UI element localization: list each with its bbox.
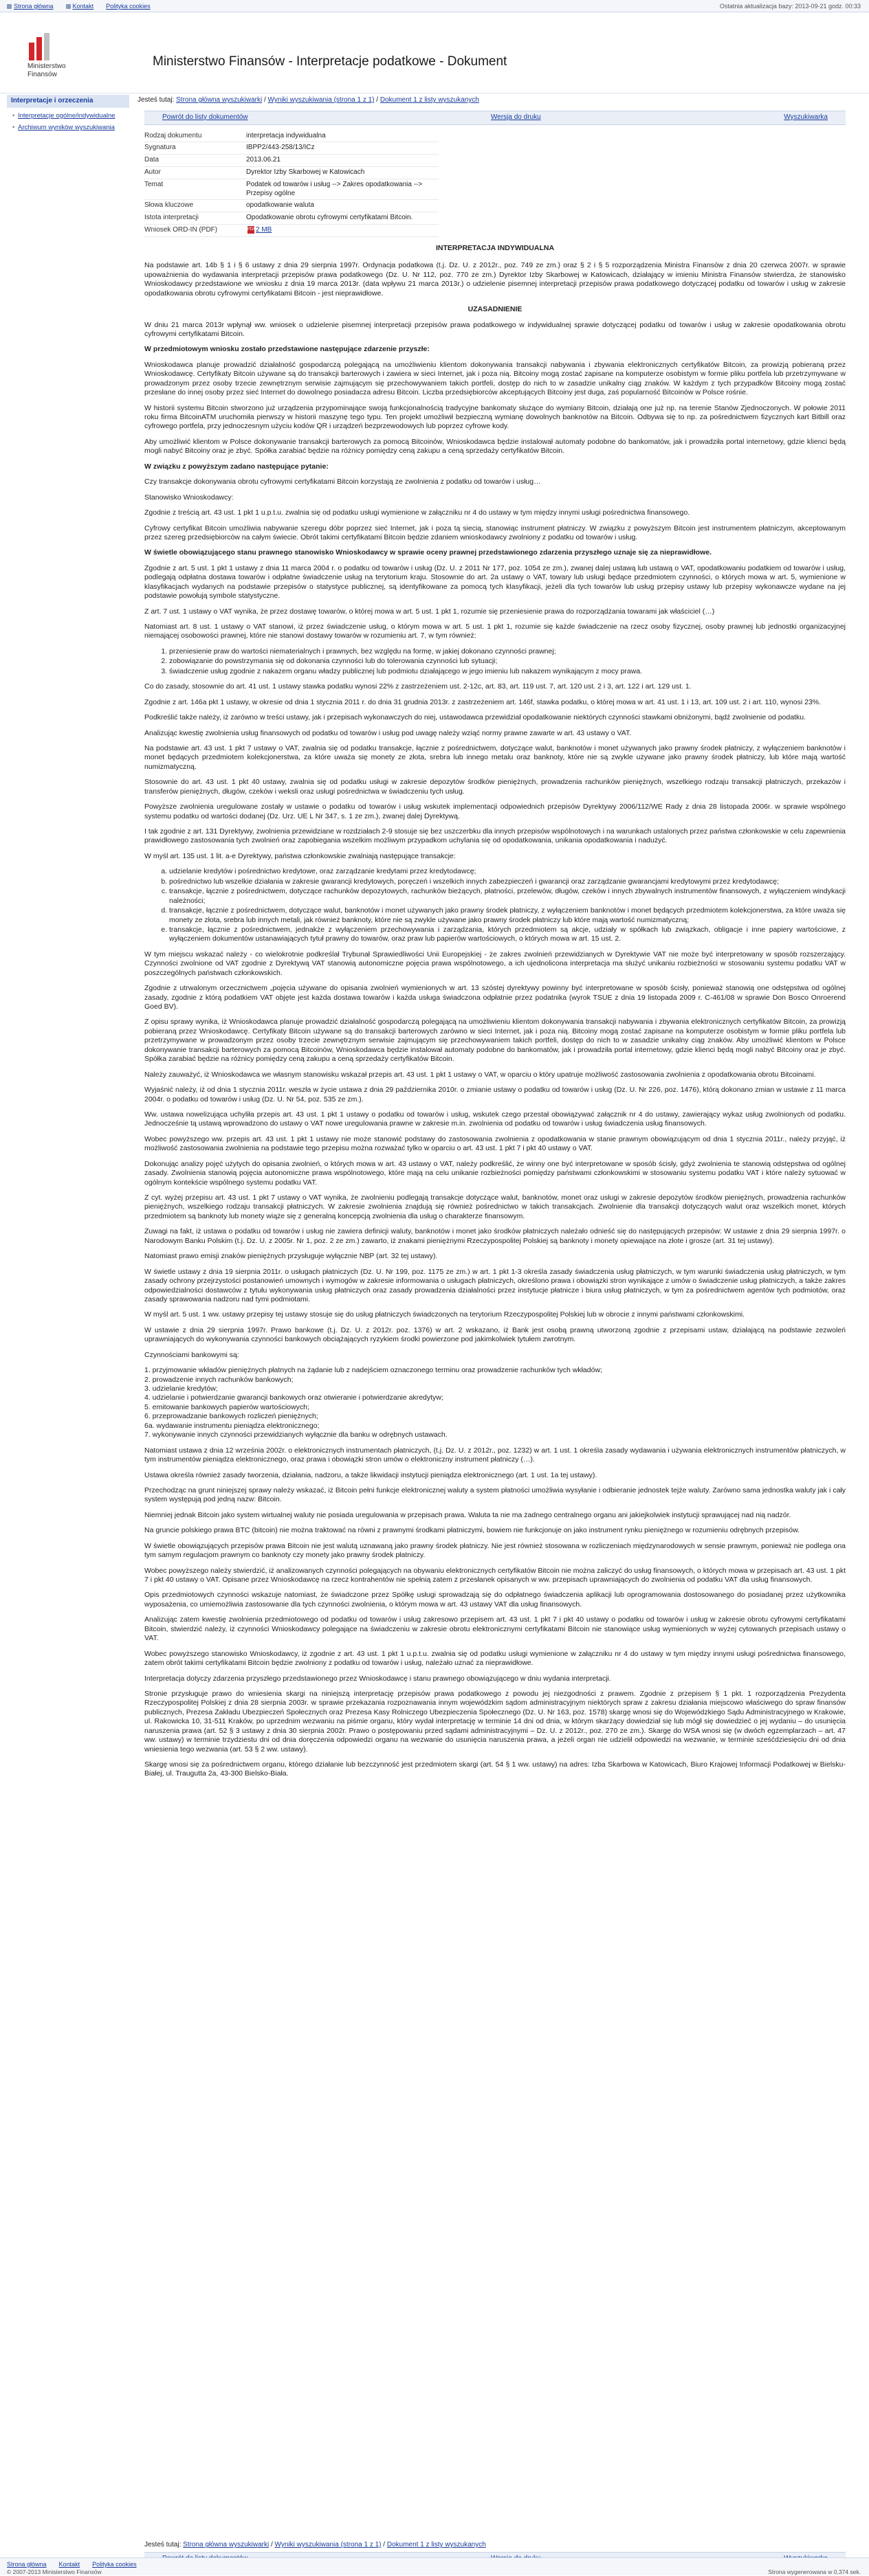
logo-text: Ministerstwo Finansów xyxy=(28,63,66,78)
generation-time: Strona wygenerowana w 0,374 sek. xyxy=(768,2568,861,2575)
main-content xyxy=(138,95,852,1785)
footer-link-contact[interactable]: Kontakt xyxy=(58,2561,80,2568)
section-heading: W związku z powyższym zadano następujące pytanie: xyxy=(144,462,329,471)
breadcrumb-home[interactable]: Strona główna wyszukiwarki xyxy=(176,96,263,104)
paragraph: Na podstawie art. 14b § 1 i § 6 ustawy z dnia 29 sierpnia 1997r. Ordynacja podatkowa (t.j. Dz. U. z 2012r., poz. 749 ze zm.) oraz § 2 i § 5 rozporządzenia Ministra Finansów z dnia 20 czerwca 2007r. w sprawie upoważnienia do wydawania interpretacji przepisów prawa podatkowego (Dz. U. Nr 112, poz. 770 ze zm.) Dyrektor Izby Skarbowej w Katowicach, działający w imieniu Ministra Finansów stwierdza, że stanowisko Wnioskodawcy przedstawione we wniosku z dnia 19 marca 2013r. (data wpływu 21 marca 2013r.) o udzielenie pisemnej interpretacji przepisów prawa podatkowego dotyczącej podatku od towarów i usług w zakresie opodatkowania obrotu cyfrowymi certyfikatami Bitcoin - jest nieprawidłowe. xyxy=(144,261,846,298)
paragraph: Podkreślić także należy, iż zarówno w treści ustawy, jak i przepisach wykonawczych do niej, ustawodawca przewidział opodatkowanie niektórych czynności stawkami obniżonymi, bądź zwolnienie od podatku. xyxy=(144,713,806,722)
paragraph: Należy zauważyć, iż Wnioskodawca we własnym stanowisku wskazał przepis art. 43 ust. 1 pkt 1 ustawy o VAT, w oparciu o który upatruje możliwość zastosowania zwolnienia z opodatkowania obrotu Bitcoinami. xyxy=(144,1070,816,1079)
sidebar-heading[interactable]: Interpretacje i orzeczenia xyxy=(7,95,129,108)
breadcrumb-results[interactable]: Wyniki wyszukiwania (strona 1 z 1) xyxy=(267,96,375,104)
document-navbar-top xyxy=(144,111,846,125)
top-links xyxy=(7,3,151,11)
section-heading: Stanowisko Wnioskodawcy: xyxy=(144,493,234,502)
section-heading: Czynnościami bankowymi są: xyxy=(144,1350,239,1359)
list-item: 2. zobowiązanie do powstrzymania się od dokonania czynności lub do tolerowania czynności lub sytuacji; xyxy=(169,657,846,666)
paragraph: Zgodnie z art. 146a pkt 1 ustawy, w okresie od dnia 1 stycznia 2011 r. do dnia 31 grudnia 2013r. z zastrzeżeniem art. 146f, stawka podatku, o której mowa w art. 41 ust. 1 i 13, art. 109 ust. 2 i art. 110, wynosi 23%. xyxy=(144,697,822,706)
paragraph: Zgodnie z utrwalonym orzecznictwem „pojęcia używane do opisania zwolnień wymienionych w art. 13 szóstej dyrektywy powinny być interpretowane w sposób ścisły, ponieważ stanowią one odstępstwa od ogólnej zasady, zgodnie z którą podatkiem VAT objęte jest każda dostawa towarów i każda usługa świadczona odpłatnie przez podatnika (wyrok TSUE z dnia 19 listopada 2009 r. C-461/08 w sprawie Don Bosco Onroerend Goed BV). xyxy=(144,984,846,1011)
top-utility-bar xyxy=(0,0,869,12)
paragraph: Zuwagi na fakt, iż ustawa o podatku od towarów i usług nie zawiera definicji waluty, banknotów i monet jako środków płatniczych należało odnieść się do następujących przepisów: W ustawie z dnia 29 sierpnia 1997r. o Narodowym Banku Polskim (t.j. Dz. U. z 2005r. Nr 1, poz. 2 ze zm.) zawarto, iż znakami pieniężnymi Rzeczypospolitej Polskiej są banknoty i monety opiewające na złote i grosze (art. 31 tej ustawy). xyxy=(144,1227,846,1245)
back-to-list-link[interactable]: Powrót do listy dokumentów xyxy=(162,113,248,121)
list-item: e. transakcje, łącznie z pośrednictwem, jednakże z wyłączeniem przechowywania i zarządzania, których przedmiotem są akcje, udziały w spółkach lub związkach, obligacje i inne papiery wartościowe, z wyłączeniem dokumentów ustanawiających tytuł prawny do towarów, oraz praw lub papierów wartościowych, o których mowa w art. 15 ust. 2. xyxy=(169,926,846,944)
paragraph: W historii systemu Bitcoin stworzono już urządzenia przypominające swoją funkcjonalnością tradycyjne bankomaty służące do wymiany Bitcoin, działają one już np. na terenie Stanów Zjednoczonych. W połowie 2011 roku firma BitcoinATM uruchomiła pierwszy w historii maszynę tego typu. Ten projekt umożliwił bezpieczną wymianę dowolnych banknotów na Bitcoin. Odbywa się to np. za pośrednictwem fizycznych kart Bitbill oraz cyfrowego portfela, przy jednoczesnym użyciu kodów QR i urządzeń bezprzewodowych lub poprzez cyfrowe kody. xyxy=(144,403,846,431)
print-version-link[interactable]: Wersja do druku xyxy=(491,113,541,121)
section-heading: UZASADNIENIE xyxy=(468,305,522,314)
paragraph: Zgodnie z treścią art. 43 ust. 1 pkt 1 u.p.t.u. zwalnia się od podatku usługi wymienione w załączniku nr 4 do ustawy w tym między innymi usługi pośrednictwa finansowego. xyxy=(144,508,690,517)
paragraph: Wobec powyższego stanowisko Wnioskodawcy, iż zgodnie z art. 43 ust. 1 pkt 1 u.p.t.u. zwalnia się od podatku usługi wymienione w załączniku nr 4 do ustawy w tym między innymi usługi pośrednictwa finansowego, zatem obrót takimi certyfikatami Bitcoin będzie zwolniony z podatku od towarów i usług, należało uznać za nieprawidłowe. xyxy=(144,1649,846,1668)
paragraph: I tak zgodnie z art. 131 Dyrektywy, zwolnienia przewidziane w rozdziałach 2-9 stosuje się bez uszczerbku dla innych przepisów wspólnotowych i na warunkach ustalonych przez państwa członkowskie w celu zapewnienia prawidłowego zastosowania tych zwolnień oraz zapobiegania wszelkim możliwym przypadkom uchylania się od opodatkowania, unikania opodatkowania i nadużyć. xyxy=(144,827,846,845)
paragraph: Zgodnie z art. 5 ust. 1 pkt 1 ustawy z dnia 11 marca 2004 r. o podatku od towarów i usług (Dz. U. z 2011 Nr 177, poz. 1054 ze zm.), zwanej dalej ustawą lub ustawą o VAT, opodatkowaniu podatkiem od towarów i usług, podlegają odpłatna dostawa towarów i odpłatne świadczenie usług na terytorium kraju. Stosownie do art. 2a ustawy o VAT, towary lub usługi będące przedmiotem czynności, o których mowa w art. 5, wymienione w klasyfikacjach wydanych na podstawie przepisów o statystyce publicznej, są identyfikowane za pomocą tych klasyfikacji, jeżeli dla tych towarów lub usług przepisy ustawy lub przepisy wykonawcze wydane na jej podstawie powołują symbole statystyczne. xyxy=(144,563,846,601)
paragraph: Z cyt. wyżej przepisu art. 43 ust. 1 pkt 7 ustawy o VAT wynika, że zwolnieniu podlegają transakcje dotyczące walut, banknotów, monet oraz usługi w zakresie depozytów środków pieniężnych, prowadzenia rachunków pieniężnych, wszelkiego rodzaju transakcji płatniczych. W zakresie zwolnienia znajdują się również pośrednictwo w takich transakcjach. Zwolnienie dla transakcji dotyczących walut oraz wszelkich monet, których przedmiotem są banknoty lub monety wiąże się z generalną koncepcją zwolnienia dla usług o charakterze finansowym. xyxy=(144,1194,846,1220)
paragraph: Natomiast prawo emisji znaków pieniężnych przysługuje wyłącznie NBP (art. 32 tej ustawy). xyxy=(144,1252,438,1261)
sidebar xyxy=(7,95,129,136)
paragraph: W tym miejscu wskazać należy - co wielokrotnie podkreślał Trybunał Sprawiedliwości Unii Europejskiej - że zakres zwolnień przewidzianych w Dyrektywie VAT nie może być interpretowany w sposób rozszerzający. Czynności zwolnione od VAT zgodnie z Dyrektywą VAT stanowią autonomiczne pojęcia prawa wspólnotowego, a ich ujednolicona interpretacja ma służyć unikaniu rozbieżności w stosowaniu systemu podatku VAT w poszczególnych państwach członkowskich. xyxy=(144,950,846,977)
breadcrumb-home[interactable]: Strona główna wyszukiwarki xyxy=(183,2541,270,2549)
meta-row: Data 2013.06.21 xyxy=(144,155,439,167)
top-link-cookies[interactable]: Polityka cookies xyxy=(106,3,151,10)
paragraph: Niemniej jednak Bitcoin jako system wirtualnej waluty nie posiada uregulowania w przepisach prawa. Waluta ta nie ma żadnego centralnego organu ani jakiejkolwiek instytucji sprawującej nad nią nadzór. xyxy=(144,1510,791,1519)
list-item: d. transakcje, łącznie z pośrednictwem, dotyczące walut, banknotów i monet używanych jako prawny środek płatniczy, z wyłączeniem banknotów i monet będących przedmiotem kolekcjonerstwa, za które uważa się monety ze złota, srebra lub innych metali, jak również banknoty, które nie są zwykle używane jako prawny środek płatniczy lub które mają wartość numizmatyczną; xyxy=(169,906,846,925)
site-footer xyxy=(0,2557,869,2575)
site-title: Ministerstwo Finansów - Interpretacje podatkowe - Dokument xyxy=(153,54,507,69)
footer-link-cookies[interactable]: Polityka cookies xyxy=(92,2561,137,2568)
paragraph: Wyjaśnić należy, iż od dnia 1 stycznia 2011r. weszła w życie ustawa z dnia 29 października 2010r. o zmianie ustawy o podatku od towarów i usług (Dz. U. Nr 226, poz. 1476), którą dokonano zmian w ustawie z 11 marca 2004r. o podatku od towarów i usług (Dz. U. Nr 54, poz. 535 ze zm.). xyxy=(144,1086,846,1104)
paragraph: Skargę wnosi się za pośrednictwem organu, którego działanie lub bezczynność jest przedmiotem skargi (art. 54 § 1 ww. ustawy) na adres: Izba Skarbowa w Katowicach, Biuro Krajowej Informacji Podatkowej w Bielsku-Białej, ul. Traugutta 2a, 43-300 Bielsko-Biała. xyxy=(144,1760,846,1778)
last-update: Ostatnia aktualizacja bazy: 2013-09-21 godz. 00:33 xyxy=(719,3,861,10)
footer-links xyxy=(7,2561,137,2569)
paragraph: Ww. ustawa nowelizująca uchyliła przepis art. 43 ust. 1 pkt 1 ustawy o podatku od towarów i usług, wskutek czego przestał obowiązywać załącznik nr 4 do ustawy, zawierający wykaz usług zwolnionych od podatku. Jednocześnie tą ustawą wprowadzono do ustawy o VAT nowe uregulowania prawne w zakresie m.in. zwolnienia od podatku od towarów i usług świadczenia usług finansowych. xyxy=(144,1110,846,1128)
ministry-logo[interactable] xyxy=(28,33,82,78)
mail-icon xyxy=(66,4,71,9)
footer-link-home[interactable]: Strona główna xyxy=(7,2561,47,2568)
paragraph: Analizując kwestię zwolnienia usług finansowych od podatku od towarów i usług pod uwagę należy wziąć normy prawne zawarte w art. 43 ustawy o VAT. xyxy=(144,728,632,737)
list-item: 4. udzielanie i potwierdzanie gwarancji bankowych oraz otwieranie i potwierdzanie akredytyw; xyxy=(144,1393,443,1402)
paragraph: W dniu 21 marca 2013r wpłynął ww. wniosek o udzielenie pisemnej interpretacji przepisów prawa podatkowego w indywidualnej sprawie dotyczącej podatku od towarów i usług w zakresie opodatkowania obrotu cyfrowymi certyfikatami Bitcoin. xyxy=(144,320,846,338)
paragraph: Z opisu sprawy wynika, iż Wnioskodawca planuje prowadzić działalność gospodarczą polegającą na umożliwieniu klientom dokonywania transakcji nabywania i zbywania elektronicznych certyfikatów Bitcoin, za prowizją pobieraną przez Wnioskodawcę. Certyfikaty Bitcoin używane są do transakcji barterowych zarówno w sieci Internet, jak i poza nią. Bitcoiny mogą zostać zapisane na komputerze osobistym w formie pliku portfela lub przetrzymywane w prowadzonym przez osoby trzecie zewnętrznym serwisie zajmującym się przechowywaniem takich portfeli, dostęp do nich to w zasadzie unikalny ciąg znaków. Aby umożliwić klientom w Polsce dokonywanie transakcji barterowych za pomocą Bitcoinów, Wnioskodawca będzie instalował automaty podobne do bankomatów, jak i prowadziła portal internetowy, gdzie klienci będą mogli nabyć Bitcoiny oraz je zbyć. Spółka zarabiać będzie na różnicy pomiędzy ceną zakupu a ceną sprzedaży certyfikatów Bitcoin. xyxy=(144,1018,846,1064)
breadcrumb-document[interactable]: Dokument 1 z listy wyszukanych xyxy=(380,96,479,104)
list-item: 1. przeniesienie praw do wartości niematerialnych i prawnych, bez względu na formę, w jakiej dokonano czynności prawnej; xyxy=(169,647,846,656)
section-heading: W przedmiotowym wniosku zostało przedstawione następujące zdarzenie przyszłe: xyxy=(144,345,430,354)
document-title: INTERPRETACJA INDYWIDUALNA xyxy=(435,243,555,252)
breadcrumb-bottom: Jesteś tutaj: Strona główna wyszukiwarki / Wyniki wyszukiwania (strona 1 z 1) / Dokument 1 z listy wyszukanych xyxy=(144,2541,486,2549)
paragraph: W myśl art. 135 ust. 1 lit. a-e Dyrektywy, państwa członkowskie zwalniają następujące transakcje: xyxy=(144,851,456,860)
paragraph: Ustawa określa również zasady tworzenia, działania, nadzoru, a także likwidacji instytucji pieniądza elektronicznego (art. 1 ust. 1a tej ustawy). xyxy=(144,1470,597,1479)
paragraph: Dokonując analizy pojęć użytych do opisania zwolnień, o których mowa w art. 43 ustawy o VAT, należy podkreślić, że winny one być interpretowane w sposób ścisły, gdyż zwolnienia te stanowią odstępstwa od ogólnej zasady. Zwolnienia stanowią pojęcia autonomiczne prawa wspólnotowego, które mają na celu unikanie rozbieżności pomiędzy państwami członkowskimi w stosowaniu systemu podatku VAT i które należy sytuować w ogólnym kontekście wspólnego systemu podatku VAT. xyxy=(144,1159,846,1187)
paragraph: Wobec powyższego należy stwierdzić, iż analizowanych czynności polegających na obywaniu elektronicznych certyfikatów Bitcoin nie można zaliczyć do usług finansowych, o których mowa w przepisach art. 43 ust. 1 pkt 7 i pkt 40 ustawy o VAT. Opisane przez Wnioskodawcę na rzecz kontrahentów nie spełnią zatem z przesłanek opisanych w ww. przepisach uprawniających do zwolnienia od podatku VAT dla usług finansowych. xyxy=(144,1566,846,1584)
list-item: 1. przyjmowanie wkładów pieniężnych płatnych na żądanie lub z nadejściem oznaczonego terminu oraz prowadzenie rachunków tych wkładów; xyxy=(144,1366,602,1375)
paragraph: Stosownie do art. 43 ust. 1 pkt 40 ustawy, zwalnia się od podatku usługi w zakresie depozytów środków pieniężnych, prowadzenia rachunków pieniężnych, wszelkiego rodzaju transakcji płatniczych, przekazów i transferów pieniężnych, długów, czeków i weksli oraz usługi pośrednictwa w świadczeniu tych usług. xyxy=(144,778,846,796)
paragraph: W myśl art. 5 ust. 1 ww. ustawy przepisy tej ustawy stosuje się do usług płatniczych świadczonych na terytorium Rzeczypospolitej Polskiej lub w obrocie z innymi państwami członkowskimi. xyxy=(144,1310,745,1319)
paragraph: Na podstawie art. 43 ust. 1 pkt 7 ustawy o VAT, zwalnia się od podatku transakcje, łącznie z pośrednictwem, dotyczące walut, banknotów i monet używanych jako prawny środek płatniczy, z wyłączeniem banknotów i monet będących przedmiotem kolekcjonerstwa, za które uważa się monety ze złota, srebra lub innego metalu oraz banknoty, które nie są zwykle używane jako prawny środek płatniczy, lub które mają wartość numizmatyczną. xyxy=(144,743,846,771)
paragraph: Opis przedmiotowych czynności wskazuje natomiast, że świadczone przez Spółkę usługi sprowadzają się do odpłatnego świadczenia aplikacji lub oprogramowania dostosowanego do posiadanej przez użytkownika wyposażenia, co umiemożliwia zastosowanie dla tych czynności zwolnienia, o którym mowa w art. 43 ustawy VAT dla usług finansowych. xyxy=(144,1591,846,1609)
breadcrumb-results[interactable]: Wyniki wyszukiwania (strona 1 z 1) xyxy=(274,2541,382,2549)
document-metadata xyxy=(144,131,439,237)
paragraph: Na gruncie polskiego prawa BTC (bitcoin) nie można traktować na równi z prawnymi środkami płatniczymi, bowiem nie funkcjonuje on jako instrument rynku pieniężnego w rozumieniu odrębnych przepisów. xyxy=(144,1526,800,1535)
sidebar-menu xyxy=(7,108,129,132)
paragraph: Interpretacja dotyczy zdarzenia przyszłego przedstawionego przez Wnioskodawcę i stanu prawnego obowiązującego w dniu wydania interpretacji. xyxy=(144,1674,611,1683)
section-heading: W świetle obowiązującego stanu prawnego stanowisko Wnioskodawcy w sprawie oceny prawnej przedstawionego zdarzenia przyszłego uznaje się za nieprawidłowe. xyxy=(144,548,712,557)
top-link-contact[interactable]: Kontakt xyxy=(66,3,94,11)
list-item: 6a. wydawanie instrumentu pieniądza elektronicznego; xyxy=(144,1421,320,1430)
paragraph: Analizując zatem kwestię zwolnienia przedmiotowego od podatku od towarów i usług zakresowo przepisem art. 43 ust. 1 pkt 7 i pkt 40 ustawy o podatku od towarów i usług w zakresie obrotu cyfrowymi certyfikatami Bitcoin, stwierdzić należy, iż czynności Wnioskodawcy polegające na świadczeniu w zakresie obrotu elektronicznymi certyfikatami Bitcoin nie stanowiące usług wymienionych w wyżej cytowanych przepisach ustawy o VAT. xyxy=(144,1615,846,1643)
list-item: 7. wykonywanie innych czynności przewidzianych wyłącznie dla banku w odrębnych ustawach. xyxy=(144,1431,448,1440)
paragraph: Co do zasady, stosownie do art. 41 ust. 1 ustawy stawka podatku wynosi 22% z zastrzeżeniem ust. 2-12c, art. 83, art. 119 ust. 7, art. 120 ust. 2 i 3, art. 122 i art. 129 ust. 1. xyxy=(144,682,692,691)
paragraph: Przechodząc na grunt niniejszej sprawy należy wskazać, iż Bitcoin pełni funkcje elektronicznej waluty a system płatności umożliwia wysyłanie i odbieranie jednostek tejże waluty. Zarówno sama jednostka waluty jak i cały system występują pod jedną nazw: Bitcoin. xyxy=(144,1486,846,1504)
list-item: 6. przeprowadzanie bankowych rozliczeń pieniężnych; xyxy=(144,1412,318,1421)
paragraph: W świetle ustawy z dnia 19 sierpnia 2011r. o usługach płatniczych (Dz. U. Nr 199, poz. 1175 ze zm.) w art. 1 pkt 1-3 określa zasady świadczenia usług płatniczych, w tym warunki świadczenia usług płatniczych, w tym zasady ochrony przejrzystości postanowień umownych i wymogów w zakresie informowania o usługach płatniczych, określono prawa i obowiązki stron wynikające z umów o świadczenie usług płatniczych, a także zakres odpowiedzialności dostawców z tytułu wykonywania usług płatniczych oraz zasady prowadzenia działalności przez instytucje płatnicze i biura usług płatniczych, w tym za pośrednictwem agentów tych podmiotów, oraz zasady sprawowania nadzoru nad tymi podmiotami. xyxy=(144,1267,846,1303)
meta-row: Istota interpretacji Opodatkowanie obrotu cyfrowymi certyfikatami Bitcoin. xyxy=(144,212,439,225)
document-body xyxy=(144,244,846,1779)
meta-row: Sygnatura IBPP2/443-258/13/ICz xyxy=(144,142,439,155)
list-item: 2. prowadzenie innych rachunków bankowych; xyxy=(144,1375,294,1384)
list-item: a. udzielanie kredytów i pośrednictwo kredytowe, oraz zarządzanie kredytami przez kredytodawcę; xyxy=(169,867,846,876)
top-link-home[interactable]: Strona główna xyxy=(7,3,54,11)
list-item: 3. udzielanie kredytów; xyxy=(144,1385,218,1393)
meta-row-pdf: Wniosek ORD-IN (PDF) PDF2 MB xyxy=(144,224,439,236)
lettered-list xyxy=(169,867,846,944)
paragraph: Natomiast art. 8 ust. 1 ustawy o VAT stanowi, iż przez świadczenie usług, o którym mowa w art. 5 ust. 1 pkt 1, rozumie się każde świadczenie na rzecz osoby fizycznej, osoby prawnej lub jednostki organizacyjnej niemającej osobowości prawnej, które nie stanowi dostawy towarów w rozumieniu art. 7, w tym również: xyxy=(144,623,846,640)
pdf-download-link[interactable]: 2 MB xyxy=(256,226,272,234)
breadcrumb-document[interactable]: Dokument 1 z listy wyszukanych xyxy=(386,2541,486,2549)
copyright: © 2007-2013 Ministerstwo Finansów xyxy=(7,2568,102,2575)
numbered-list xyxy=(169,647,846,676)
site-header xyxy=(0,12,869,93)
list-item: 5. emitowanie bankowych papierów wartościowych; xyxy=(144,1402,309,1411)
sidebar-item-archiwum[interactable]: • Archiwum wyników wyszukiwania xyxy=(12,124,129,131)
meta-row: Słowa kluczowe opodatkowanie waluta xyxy=(144,200,439,212)
paragraph: Stronie przysługuje prawo do wniesienia skargi na niniejszą interpretację przepisów prawa podatkowego z powodu jej niezgodności z prawem. Zgodnie z przepisem § 1 pkt. 1 rozporządzenia Prezydenta Rzeczypospolitej Polskiej z dnia 28 sierpnia 2003r. w sprawie przekazania rozpoznawania innym wojewódzkim sądom administracyjnym niektórych spraw z zakresu działania miejscowo właściwego do spraw finansów publicznych, Prezesa Zakładu Ubezpieczeń Społecznych oraz Prezesa Kasy Rolniczego Ubezpieczenia Społecznego (Dz. U. Nr 163, poz. 1578) skargę wnosi się do Wojewódzkiego Sądu Administracyjnego w Krakowie, ul. Rakowicka 10, 31-511 Kraków, po uprzednim wezwaniu na piśmie organu, który wydał interpretację w terminie 14 dni od dnia, w którym skarżący dowiedział się lub mógł się dowiedzieć o jej wydaniu – do usunięcia naruszenia prawa (art. 52 § 3 ustawy z dnia 30 sierpnia 2002r. Prawo o postępowaniu przed sądami administracyjnymi – Dz. U. z 2012r., poz. 270 ze zm.). Skargę do WSA wnosi się (w dwóch egzemplarzach – art. 47 ww. ustawy) w terminie trzydziestu dni od dnia doręczenia odpowiedzi organu na wezwanie do usunięcia naruszenia prawa, a jeżeli organ nie udzielił odpowiedzi na wezwanie, w terminie sześćdziesięciu dni od dnia wniesienia tego wezwania (art. 53 § 2 ww. ustawy). xyxy=(144,1689,846,1754)
paragraph: Cyfrowy certyfikat Bitcoin umożliwia nabywanie szeregu dóbr poprzez sieć Internet, jak i poza tą siecią, stanowiąc instrument płatniczy. W związku z powyższym Bitcoin jest instrumentem płatniczym, akceptowanym przez szereg przedsiębiorców na całym świecie. Obrót takimi certyfikatami Bitcoin będzie zdaniem wnioskodawcy zwolniony z podatku od towarów i usług. xyxy=(144,524,846,541)
paragraph: W ustawie z dnia 29 sierpnia 1997r. Prawo bankowe (t.j. Dz. U. z 2012r. poz. 1376) w art. 2 wskazano, iż Bank jest osobą prawną utworzoną zgodnie z przepisami ustaw, działającą na podstawie zezwoleń uprawniających do wykonywania czynności bankowych obciążających ryzykiem środki powierzone pod jakimkolwiek tytułem zwrotnym. xyxy=(144,1325,846,1344)
paragraph: Z art. 7 ust. 1 ustawy o VAT wynika, że przez dostawę towarów, o której mowa w art. 5 ust. 1 pkt 1, rozumie się przeniesienie prawa do rozporządzania towarami jak właściciel (…) xyxy=(144,607,715,616)
meta-row: Temat Podatek od towarów i usług --> Zakres opodatkowania --> Przepisy ogólne xyxy=(144,179,439,200)
list-item: b. pośrednictwo lub wszelkie działania w zakresie gwarancji kredytowych, poręczeń i wszelkich innych zabezpieczeń i gwarancji oraz zarządzanie gwarancjami kredytowymi przez kredytodawcę; xyxy=(169,877,846,886)
search-engine-link[interactable]: Wyszukiwarka xyxy=(784,113,828,121)
paragraph: Wnioskodawca planuje prowadzić działalność gospodarczą polegającą na umożliwieniu klientom dokonywania transakcji nabywania i zbywania elektronicznych certyfikatów Bitcoin, za prowizją pobieraną przez Wnioskodawcę. Certyfikaty Bitcoin używane są do transakcji barterowych i zawiera w sieci Internet, jak i poza nią. Bitcoiny mogą zostać zapisane na komputerze osobistym w formie pliku portfela lub przetrzymywane w prowadzonym przez osoby trzecie zewnętrznym serwisie zajmującym się przechowywaniem takich portfeli, dostęp do nich to w zasadzie unikalny ciąg znaków. W każdym z tych przypadków Bitcoiny mogą zostać przesłane do innej osoby przez sieć Internet do dowolnego posiadacza adresu Bitcoin. Liczba przedsiębiorców akceptujących Bitcoiny jest duga, zaś popularność Bitcoinów w Polsce rośnie. xyxy=(144,360,846,397)
paragraph: Powyższe zwolnienia uregulowane zostały w ustawie o podatku od towarów i usług wskutek implementacji odpowiednich przepisów Dyrektywy 2006/112/WE Rady z dnia 28 listopada 2006r. w sprawie wspólnego systemu podatku od wartości dodanej (Dz. Urz. UE L Nr 347, s. 1 ze zm.), zwanej dalej Dyrektywą. xyxy=(144,803,846,820)
breadcrumb: Jesteś tutaj: Strona główna wyszukiwarki / Wyniki wyszukiwania (strona 1 z 1) / Dokument 1 z listy wyszukanych xyxy=(138,96,479,104)
paragraph: Czy transakcje dokonywania obrotu cyfrowymi certyfikatami Bitcoin korzystają ze zwolnienia z podatku od towarów i usług… xyxy=(144,478,541,486)
paragraph: Natomiast ustawa z dnia 12 września 2002r. o elektronicznych instrumentach płatniczych, (t.j. Dz. U. z 2012r., poz. 1232) w art. 1 ust. 1 określa zasady wydawania i używania elektronicznych instrumentów płatniczych, w tym instrumentów pieniądza elektronicznego, oraz prawa i obowiązki stron umów o elektroniczny instrument płatniczy (…). xyxy=(144,1446,846,1464)
meta-row: Autor Dyrektor Izby Skarbowej w Katowicach xyxy=(144,166,439,179)
sidebar-item-interpretacje[interactable]: • Interpretacje ogólne/indywidualne xyxy=(12,112,129,120)
paragraph: Aby umożliwić klientom w Polsce dokonywanie transakcji barterowych za pomocą Bitcoinów, Wnioskodawca będzie instalował automaty podobne do bankomatów, jak i prowadziła portal internetowy, gdzie klienci będą mogli nabyć Bitcoiny oraz je zbyć. Spółka zarabiać będzie na różnicy pomiędzy ceną zakupu a ceną sprzedaży certyfikatów Bitcoin. xyxy=(144,437,846,456)
banking-activities-list xyxy=(144,1366,846,1440)
pdf-icon[interactable]: PDF xyxy=(248,226,254,234)
list-item: c. transakcje, łącznie z pośrednictwem, dotyczące rachunków depozytowych, rachunków bieżących, płatności, przelewów, długów, czeków i innych zbywalnych instrumentów finansowych, z wyłączeniem windykacji należności; xyxy=(169,887,846,906)
paragraph: W świetle obowiązujących przepisów prawa Bitcoin nie jest walutą uznawaną jako prawny środek płatniczy. Nie jest również stosowana w rozliczeniach międzynarodowych w sensie prawnym, ponieważ nie podlega ona tym samym regulacjom prawnym co banknoty czy monety jako prawny środek płatniczy. xyxy=(144,1541,846,1560)
paragraph: Wobec powyższego ww. przepis art. 43 ust. 1 pkt 1 ustawy nie może stanowić podstawy do zastosowania zwolnienia z opodatkowania w stanie prawnym obowiązującym od dnia 1 stycznia 2011r., należy przyjąć, iż możliwość zastosowania zwolnienia na podstawie tego przepisu można rozważać tylko w oparciu o art. 43 ust. 1 pkt 7 i pkt 40 ustawy o VAT. xyxy=(144,1134,846,1153)
meta-row: Rodzaj dokumentu interpretacja indywidualna xyxy=(144,131,439,142)
logo-mark-icon xyxy=(28,33,55,60)
list-item: 3. świadczenie usług zgodnie z nakazem organu władzy publicznej lub podmiotu działającego w jego imieniu lub nakazem wynikającym z mocy prawa. xyxy=(169,667,846,676)
home-icon xyxy=(7,4,12,9)
